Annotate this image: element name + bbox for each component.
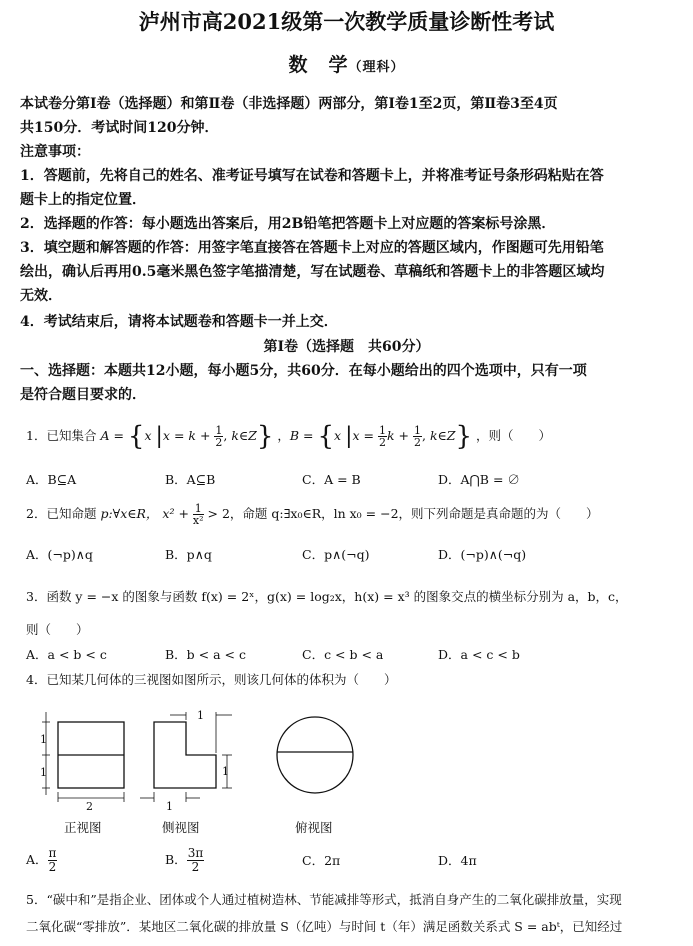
front-view-label: 正视图 bbox=[64, 820, 102, 835]
q4-option-d: D．4π bbox=[438, 853, 477, 868]
q3-option-c: C．c < b < a bbox=[302, 647, 384, 662]
q5-line2: 二氧化碳“零排放”．某地区二氧化碳的排放量 S（亿吨）与时间 t（年）满足函数关系式 S = abᵗ，已知经过 bbox=[26, 919, 623, 934]
intro-line1: 本试卷分第Ⅰ卷（选择题）和第Ⅱ卷（非选择题）两部分，第Ⅰ卷1至2页，第Ⅱ卷3至4页 bbox=[20, 96, 558, 112]
q1-option-c: C．A = B bbox=[302, 472, 361, 487]
q3-option-d: D．a < c < b bbox=[438, 647, 520, 662]
q4-option-c: C．2π bbox=[302, 853, 341, 868]
q2-option-d: D．(¬p)∧(¬q) bbox=[438, 547, 527, 562]
q1-option-a: A．B⊆A bbox=[26, 472, 77, 487]
q4-line1: 4．已知某几何体的三视图如图所示，则该几何体的体积为（ ） bbox=[26, 672, 397, 687]
top-view-shape bbox=[277, 717, 353, 793]
q3-option-a: A．a < b < c bbox=[26, 647, 107, 662]
note-1a: 1．答题前，先将自己的姓名、准考证号填写在试卷和答题卡上，并将准考证号条形码粘贴在答 bbox=[20, 168, 604, 184]
q3-line1: 3．函数 y = −x 的图象与函数 f(x) = 2ˣ，g(x) = log₂x，h(x) = x³ 的图象交点的横坐标分别为 a，b，c， bbox=[26, 589, 628, 604]
part1-instr2: 是符合题目要求的． bbox=[20, 387, 146, 403]
dim-front-bottom: 2 bbox=[86, 800, 93, 813]
note-3a: 3．填空题和解答题的作答：用签字笔直接答在答题卡上对应的答题区域内，作图题可先用铅笔 bbox=[20, 240, 604, 256]
q2-option-c: C．p∧(¬q) bbox=[302, 547, 370, 562]
dim-front-left-bottom: 1 bbox=[40, 766, 47, 779]
subject-title: 数 学（理科） bbox=[288, 54, 405, 76]
top-view-label: 俯视图 bbox=[295, 820, 333, 835]
note-2: 2．选择题的作答：每小题选出答案后，用2B铅笔把答题卡上对应题的答案标号涂黑． bbox=[20, 216, 556, 232]
note-1b: 题卡上的指定位置． bbox=[20, 192, 146, 208]
note-3b: 绘出，确认后再用0.5毫米黑色签字笔描清楚，写在试题卷、草稿纸和答题卡上的非答题区域均 bbox=[20, 264, 605, 280]
q3-line2: 则（ ） bbox=[26, 622, 89, 637]
side-view-label: 侧视图 bbox=[162, 820, 200, 835]
q3-option-b: B．b < a < c bbox=[165, 647, 246, 662]
three-view-figure bbox=[0, 700, 693, 840]
q2-option-a: A．(¬p)∧q bbox=[26, 547, 93, 562]
q2-stem: 2．已知命题 p:∀x∈R， x² + $\frac{1}{\text{x²}}$ > 2，命题 q:∃x₀∈R，ln x₀ = −2，则下列命题是真命题的为（ ） bbox=[26, 502, 599, 527]
q4-option-a: A． $\frac{\pi}{2}$ bbox=[26, 846, 57, 874]
notes-heading: 注意事项： bbox=[20, 144, 90, 160]
part1-heading: 第Ⅰ卷（选择题 共60分） bbox=[263, 339, 430, 355]
part1-instr1: 一、选择题：本题共12小题，每小题5分，共60分．在每小题给出的四个选项中，只有一项 bbox=[20, 363, 587, 379]
intro-line2: 共150分．考试时间120分钟． bbox=[20, 120, 219, 136]
q5-line1: 5．“碳中和”是指企业、团体或个人通过植树造林、节能减排等形式，抵消自身产生的二氧化碳排放量，实现 bbox=[26, 892, 622, 907]
note-3c: 无效． bbox=[20, 288, 62, 304]
dim-side-top: 1 bbox=[197, 709, 204, 722]
q1-option-d: D．A⋂B = ∅ bbox=[438, 472, 520, 487]
q1-option-b: B．A⊆B bbox=[165, 472, 216, 487]
page-title: 泸州市高2021级第一次教学质量诊断性考试 bbox=[138, 9, 555, 34]
dim-side-right: 1 bbox=[222, 765, 229, 778]
side-view-shape bbox=[154, 722, 216, 788]
dim-side-bottom: 1 bbox=[166, 800, 173, 813]
q4-option-b: B． $\frac{3\pi}{2}$ bbox=[165, 846, 204, 874]
q1-stem: 1．已知集合 A = {x |x = k + $\frac{1}{2}$ , k∈Z} ，B = {x |x = $\frac{1}{2}$ k + $\frac{1}{2}$ , k∈Z} ，则（ ） bbox=[26, 421, 552, 452]
note-4: 4．考试结束后，请将本试题卷和答题卡一并上交． bbox=[20, 314, 338, 330]
dim-front-left-top: 1 bbox=[40, 733, 47, 746]
q2-option-b: B．p∧q bbox=[165, 547, 212, 562]
